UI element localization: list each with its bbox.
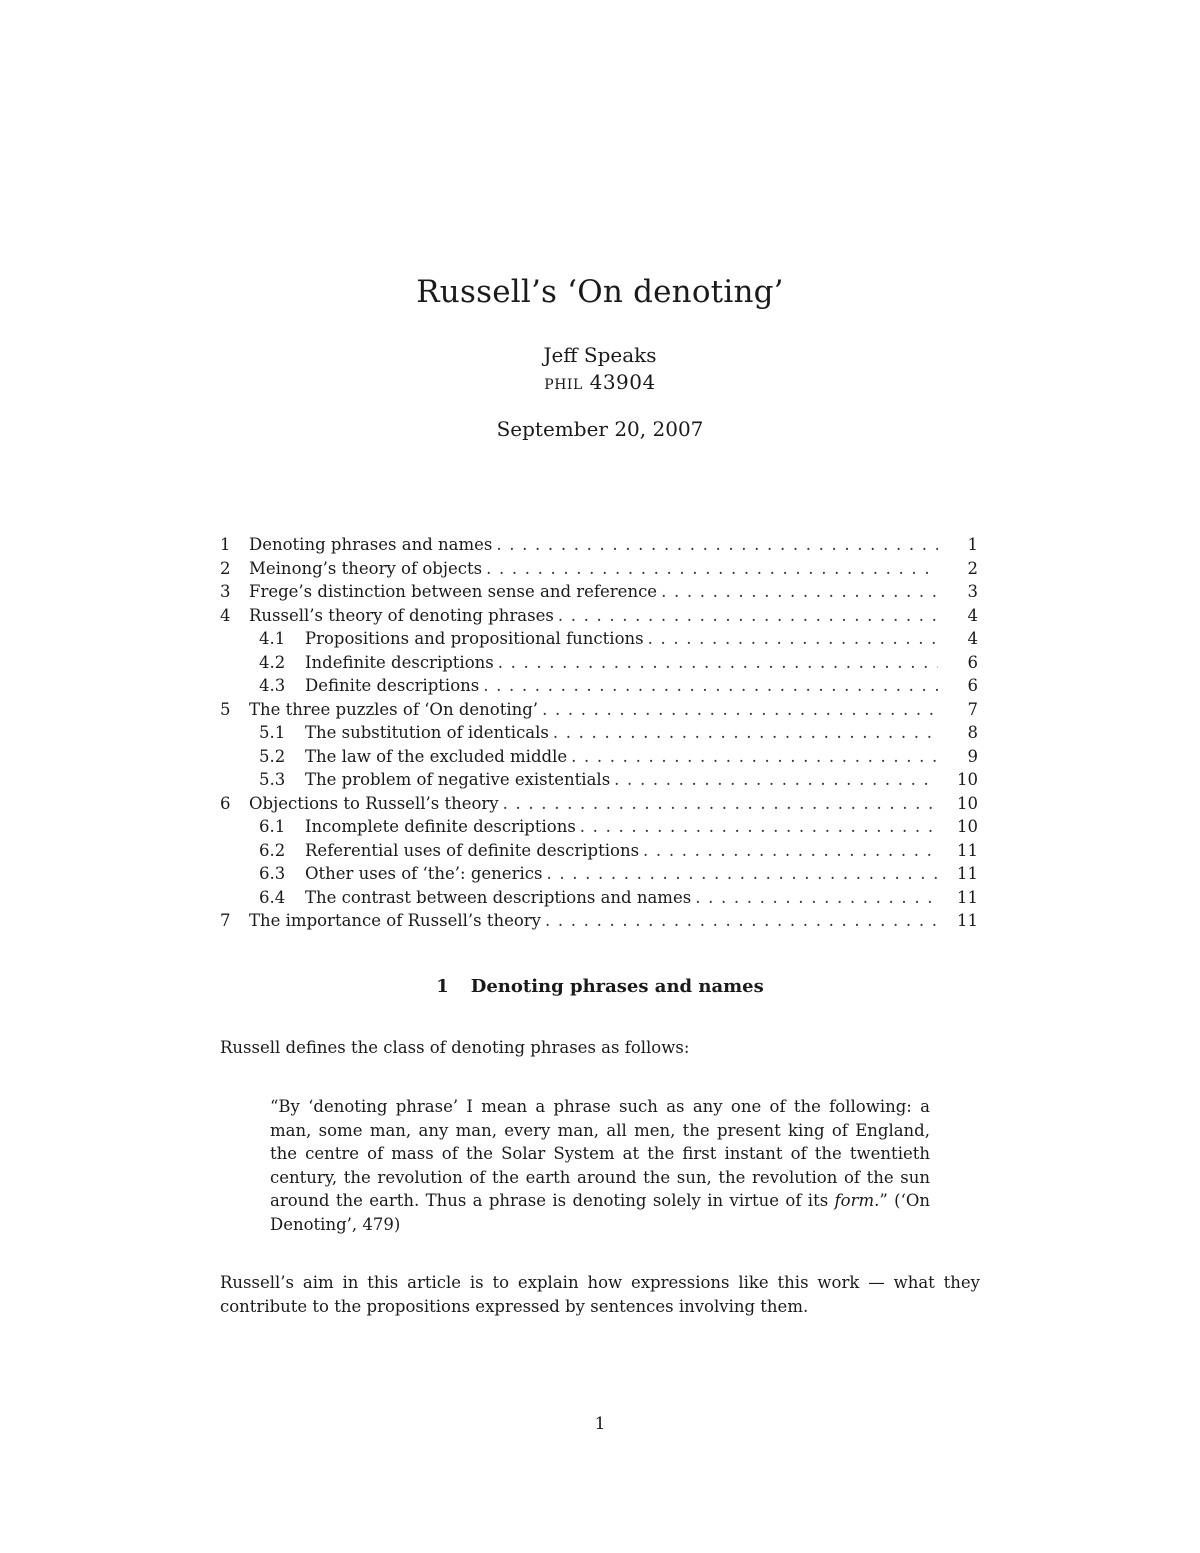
block-quote (270, 1095, 930, 1237)
toc-entry[interactable] (220, 627, 978, 651)
toc-entry-page: 2 (967, 558, 978, 578)
toc-entry-page: 7 (967, 699, 978, 719)
intro-paragraph: Russell defines the class of denoting phrases as follows: (220, 1038, 690, 1057)
toc-entry-number: 7 (220, 911, 231, 930)
toc-dot-leader (661, 580, 938, 604)
toc-entry-page: 4 (967, 605, 978, 625)
toc-entry-number: 2 (220, 558, 231, 578)
toc-entry-number: 4.2 (259, 652, 286, 672)
toc-dot-leader (503, 792, 938, 816)
toc-dot-leader (546, 862, 938, 886)
section-title: Denoting phrases and names (470, 976, 764, 997)
table-of-contents (220, 533, 978, 933)
toc-entry-label: The law of the excluded middle (305, 746, 568, 766)
toc-entry-number: 4.3 (259, 676, 286, 695)
section-heading (0, 976, 1200, 997)
toc-entry-page: 3 (967, 582, 978, 601)
toc-entry-label: Frege’s distinction between sense and reference (249, 582, 658, 601)
toc-dot-leader (643, 839, 938, 863)
toc-entry-number: 4 (220, 605, 231, 625)
toc-entry-label: Russell’s theory of denoting phrases (249, 605, 554, 625)
toc-entry[interactable] (220, 533, 978, 557)
toc-entry[interactable] (220, 862, 978, 886)
toc-entry[interactable] (220, 886, 978, 910)
toc-dot-leader (695, 886, 938, 910)
toc-entry-label: The three puzzles of ‘On denoting’ (249, 699, 539, 719)
toc-entry-page: 11 (957, 840, 978, 860)
toc-entry[interactable] (220, 674, 978, 698)
document-title: Russell’s ‘On denoting’ (416, 274, 784, 310)
toc-entry[interactable] (220, 839, 978, 863)
toc-entry-label: Definite descriptions (305, 676, 480, 695)
section-number: 1 (436, 976, 449, 997)
toc-entry-label: Indefinite descriptions (305, 652, 494, 672)
toc-entry-number: 6.2 (259, 840, 286, 860)
toc-dot-leader (483, 674, 938, 698)
toc-entry-page: 11 (957, 911, 978, 930)
toc-entry-page: 10 (957, 793, 978, 813)
body-paragraph: Russell’s aim in this article is to explain how expressions like this work — what they contribute to the propositions expressed by sentences involving them. (220, 1273, 980, 1316)
toc-entry[interactable] (220, 580, 978, 604)
toc-entry[interactable] (220, 815, 978, 839)
toc-entry-number: 6.4 (259, 887, 286, 907)
toc-entry-page: 6 (967, 652, 978, 672)
toc-entry[interactable] (220, 651, 978, 675)
toc-dot-leader (571, 745, 938, 769)
quote-text-end: .” (‘On Denoting’, 479) (270, 1191, 930, 1234)
toc-entry-number: 5.2 (259, 746, 286, 766)
toc-entry-label: Objections to Russell’s theory (249, 793, 499, 813)
toc-entry-label: The contrast between descriptions and names (305, 887, 692, 907)
toc-dot-leader (542, 698, 938, 722)
toc-dot-leader (553, 721, 938, 745)
toc-entry-label: Referential uses of definite descriptions (305, 840, 640, 860)
toc-entry[interactable] (220, 721, 978, 745)
toc-entry-number: 5.1 (259, 723, 286, 742)
toc-entry-number: 1 (220, 535, 231, 554)
toc-entry-number: 6.1 (259, 817, 286, 836)
toc-entry[interactable] (220, 557, 978, 581)
toc-entry-number: 5 (220, 699, 231, 719)
toc-entry-label: Incomplete definite descriptions (305, 817, 576, 836)
toc-entry-page: 11 (957, 864, 978, 883)
toc-entry-page: 10 (957, 770, 978, 789)
toc-entry[interactable] (220, 745, 978, 769)
toc-dot-leader (648, 627, 938, 651)
toc-entry-page: 4 (967, 629, 978, 648)
toc-entry-label: Denoting phrases and names (249, 535, 493, 554)
toc-entry-label: The problem of negative existentials (305, 770, 611, 789)
toc-entry-label: Propositions and propositional functions (305, 629, 644, 648)
toc-dot-leader (545, 909, 938, 933)
toc-entry-label: Meinong’s theory of objects (249, 558, 483, 578)
quote-emphasis: form (834, 1191, 875, 1211)
toc-dot-leader (498, 651, 938, 675)
toc-entry-label: The substitution of identicals (305, 723, 549, 742)
toc-entry-number: 6 (220, 793, 231, 813)
toc-entry-page: 11 (957, 887, 978, 907)
author-name: Jeff Speaks (543, 343, 657, 367)
page-number: 1 (594, 1414, 606, 1434)
toc-dot-leader (558, 604, 938, 628)
toc-entry[interactable] (220, 604, 978, 628)
toc-entry-number: 4.1 (259, 629, 286, 648)
toc-entry-page: 9 (967, 746, 978, 766)
toc-entry-number: 6.3 (259, 864, 286, 883)
toc-entry[interactable] (220, 698, 978, 722)
toc-entry-label: The importance of Russell’s theory (249, 911, 542, 930)
toc-entry[interactable] (220, 909, 978, 933)
toc-entry[interactable] (220, 768, 978, 792)
toc-dot-leader (614, 768, 938, 792)
toc-dot-leader (580, 815, 938, 839)
toc-entry-number: 5.3 (259, 770, 286, 789)
toc-entry-label: Other uses of ‘the’: generics (305, 864, 543, 883)
toc-entry-page: 10 (957, 817, 978, 836)
toc-dot-leader (496, 533, 938, 557)
quote-text-start: “By ‘denoting phrase’ I mean a phrase such as any one of the following: a man, some man, any man, every man, all men, the present king of England, the centre of mass of the Solar System at the first instant of the twentieth century, the revolution of the earth around the sun, the revolution of the sun around the earth. Thus a phrase is denoting solely in virtue of its (270, 1097, 930, 1211)
document-date: September 20, 2007 (496, 417, 704, 441)
course-code: phil 43904 (544, 370, 656, 394)
toc-entry-number: 3 (220, 582, 231, 601)
toc-dot-leader (486, 557, 938, 581)
toc-entry[interactable] (220, 792, 978, 816)
toc-entry-page: 1 (967, 535, 978, 554)
toc-entry-page: 6 (967, 676, 978, 695)
toc-entry-page: 8 (967, 723, 978, 742)
